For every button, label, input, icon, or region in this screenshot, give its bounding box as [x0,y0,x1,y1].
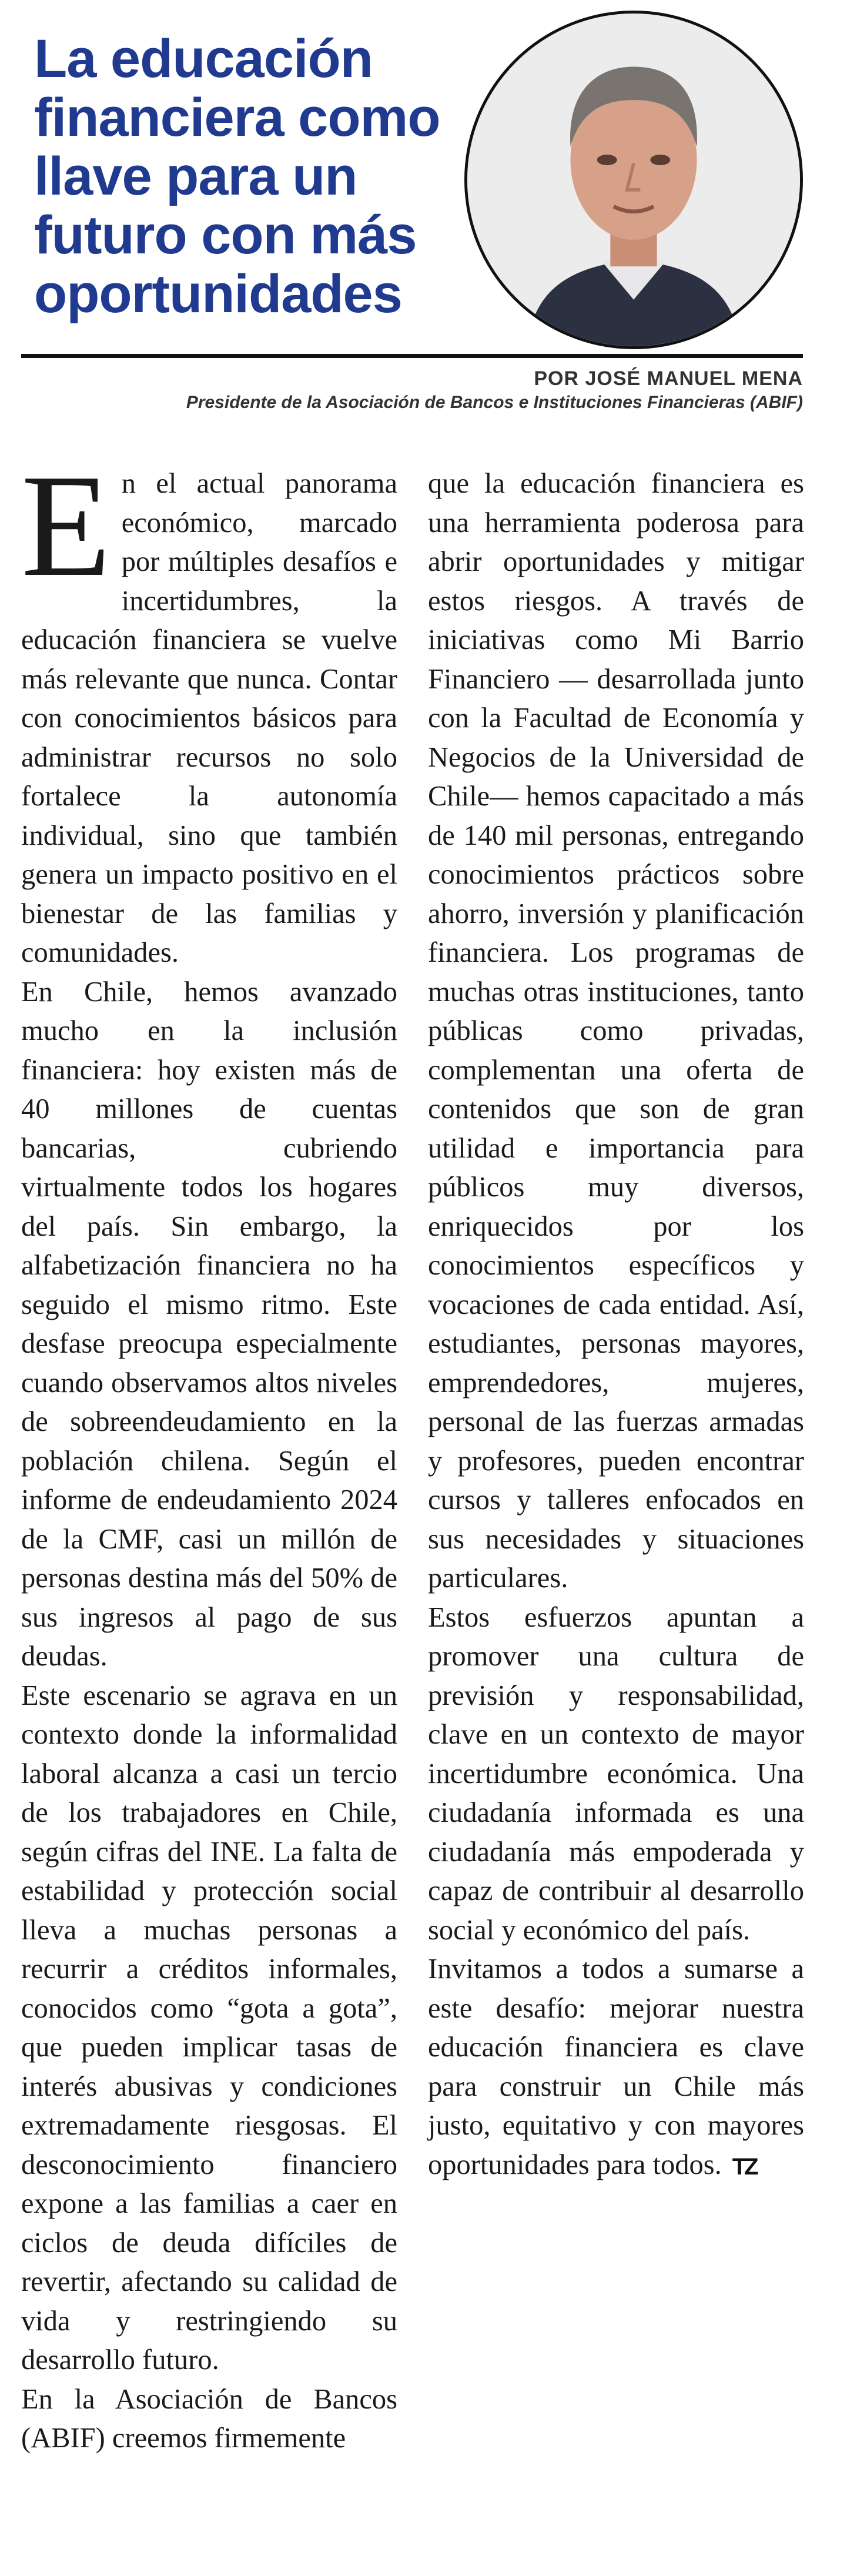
article-column-left [21,444,397,2458]
author-name: POR JOSÉ MANUEL MENA [534,367,803,390]
paragraph [428,1950,804,2187]
article-title: La educación financiera como llave para un futuro con más oportunidades [34,29,440,324]
author-portrait-illustration [467,14,800,346]
paragraph-text: Invitamos a todos a sumarse a este desafío: mejorar nuestra educación financiera es clave para construir un Chile más justo, equitativo y con mayores oportunidades para todos. [428,1953,804,2180]
header-divider [21,354,803,358]
paragraph: que la educación financiera es una herramienta poderosa para abrir oportunidades y mitigar estos riesgos. A través de iniciativas como Mi Barrio Financiero — desarrollada junto con la Facultad de Economía y Negocios de la Universidad de Chile— hemos capacitado a más de 140 mil personas, entregando conocimientos prácticos sobre ahorro, inversión y planificación financiera. Los programas de muchas otras instituciones, tanto públicas como privadas, complementan una oferta de contenidos que son de gran utilidad e importancia para públicos muy diversos, enriquecidos por los conocimientos específicos y vocaciones de cada entidad. Así, estudiantes, personas mayores, emprendedores, mujeres, personal de las fuerzas armadas y profesores, pueden encontrar cursos y talleres enfocados en sus necesidades y situaciones particulares. [428,468,804,1594]
author-role: Presidente de la Asociación de Bancos e Instituciones Financieras (ABIF) [186,393,803,412]
author-photo [464,11,803,349]
article-column-right [428,464,804,2187]
paragraph [21,444,397,973]
paragraph: Este escenario se agrava en un contexto donde la informalidad laboral alcanza a casi un tercio de los trabajadores en Chile, según cifras del INE. La falta de estabilidad y protección social lleva a muchas personas a recurrir a créditos informales, conocidos como “gota a gota”, que pueden implicar tasas de interés abusivas y condiciones extremadamente riesgosas. El desconocimiento financiero expone a las familias a caer en ciclos de deuda difíciles de revertir, afectando su calidad de vida y restringiendo su desarrollo futuro. [21,1680,397,2376]
paragraph-text: n el actual panorama económico, marcado por múltiples desafíos e incertidumbres, la educación financiera se vuelve más relevante que nunca. Contar con conocimientos básicos para administrar recursos no solo fortalece la autonomía individual, sino que también genera un impacto positivo en el bienestar de las familias y comunidades. [21,468,397,968]
paragraph: En Chile, hemos avanzado mucho en la inclusión financiera: hoy existen más de 40 millones de cuentas bancarias, cubriendo virtualmente todos los hogares del país. Sin embargo, la alfabetización financiera no ha seguido el mismo ritmo. Este desfase preocupa especialmente cuando observamos altos niveles de sobreendeudamiento en la población chilena. Según el informe de endeudamiento 2024 de la CMF, casi un millón de personas destina más del 50% de sus ingresos al pago de sus deudas. [21,976,397,1672]
end-mark-logo: TZ [732,2154,756,2180]
paragraph: En la Asociación de Bancos (ABIF) creemos firmemente [21,2383,397,2454]
paragraph: Estos esfuerzos apuntan a promover una cultura de previsión y responsabilidad, clave en un contexto de mayor incertidumbre económica. Una ciudadanía informada es una ciudadanía más empoderada y capaz de contribuir al desarrollo social y económico del país. [428,1601,804,1946]
drop-cap: E [21,444,111,607]
byline [186,366,803,414]
